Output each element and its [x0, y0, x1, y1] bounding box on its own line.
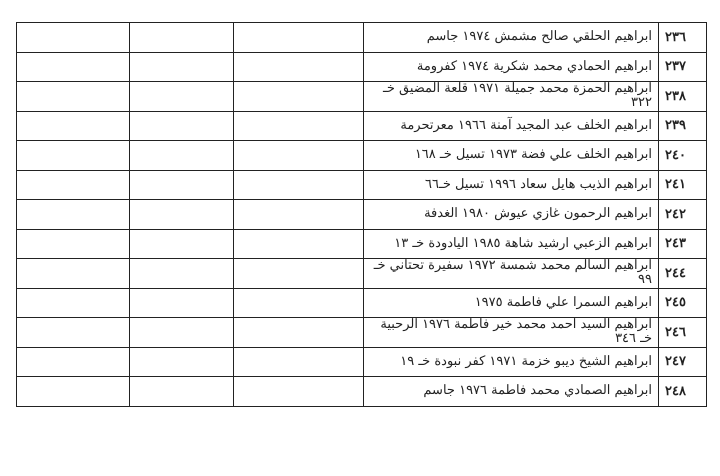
number-cell: ٢٤٧ — [659, 347, 707, 377]
blank-cell — [17, 288, 130, 318]
blank-cell — [130, 141, 234, 171]
name-cell: ابراهيم الخلف عبد المجيد آمنة ١٩٦٦ معرتحرمة — [364, 111, 659, 141]
name-cell: ابراهيم السالم محمد شمسة ١٩٧٢ سفيرة تحتاني خـ ٩٩ — [364, 259, 659, 289]
number-cell: ٢٣٧ — [659, 52, 707, 82]
name-cell: ابراهيم الرحمون غازي عيوش ١٩٨٠ الغدفة — [364, 200, 659, 230]
blank-cell — [17, 259, 130, 289]
name-cell: ابراهيم الحمزة محمد جميلة ١٩٧١ قلعة المضيق خـ ٣٢٢ — [364, 82, 659, 112]
blank-cell — [17, 347, 130, 377]
number-cell: ٢٤٠ — [659, 141, 707, 171]
name-cell: ابراهيم الزعبي ارشيد شاهة ١٩٨٥ اليادودة خـ ١٣ — [364, 229, 659, 259]
table-row — [17, 141, 707, 171]
blank-cell — [234, 141, 364, 171]
name-cell: ابراهيم السيد احمد محمد خير فاطمة ١٩٧٦ الرحبية خـ ٣٤٦ — [364, 318, 659, 348]
blank-cell — [130, 288, 234, 318]
table-row — [17, 52, 707, 82]
table-body — [17, 23, 707, 407]
number-cell: ٢٣٨ — [659, 82, 707, 112]
blank-cell — [130, 229, 234, 259]
name-cell: ابراهيم الحلقي صالح مشمش ١٩٧٤ جاسم — [364, 23, 659, 53]
name-cell: ابراهيم السمرا علي فاطمة ١٩٧٥ — [364, 288, 659, 318]
name-cell: ابراهيم الذيب هايل سعاد ١٩٩٦ تسيل خـ٦٦ — [364, 170, 659, 200]
table-row — [17, 318, 707, 348]
table-row — [17, 23, 707, 53]
number-cell: ٢٤٥ — [659, 288, 707, 318]
blank-cell — [234, 377, 364, 407]
table-row — [17, 82, 707, 112]
blank-cell — [17, 318, 130, 348]
number-cell: ٢٤٤ — [659, 259, 707, 289]
number-cell: ٢٤١ — [659, 170, 707, 200]
names-table — [16, 22, 707, 407]
table-row — [17, 377, 707, 407]
name-cell: ابراهيم الشيخ ديبو خزمة ١٩٧١ كفر نبودة خـ ١٩ — [364, 347, 659, 377]
table-row — [17, 170, 707, 200]
name-cell: ابراهيم الخلف علي فضة ١٩٧٣ تسيل خـ ١٦٨ — [364, 141, 659, 171]
blank-cell — [17, 111, 130, 141]
blank-cell — [234, 259, 364, 289]
blank-cell — [234, 318, 364, 348]
blank-cell — [234, 347, 364, 377]
blank-cell — [17, 52, 130, 82]
table-row — [17, 259, 707, 289]
number-cell: ٢٤٣ — [659, 229, 707, 259]
blank-cell — [234, 52, 364, 82]
blank-cell — [234, 111, 364, 141]
blank-cell — [234, 82, 364, 112]
blank-cell — [234, 200, 364, 230]
blank-cell — [130, 347, 234, 377]
blank-cell — [130, 82, 234, 112]
blank-cell — [130, 170, 234, 200]
blank-cell — [234, 288, 364, 318]
table-row — [17, 111, 707, 141]
table-row — [17, 200, 707, 230]
number-cell: ٢٤٨ — [659, 377, 707, 407]
blank-cell — [130, 111, 234, 141]
number-cell: ٢٣٩ — [659, 111, 707, 141]
blank-cell — [130, 259, 234, 289]
blank-cell — [130, 200, 234, 230]
number-cell: ٢٣٦ — [659, 23, 707, 53]
blank-cell — [234, 229, 364, 259]
blank-cell — [130, 318, 234, 348]
name-cell: ابراهيم الحمادي محمد شكرية ١٩٧٤ كفرومة — [364, 52, 659, 82]
table-row — [17, 347, 707, 377]
blank-cell — [130, 52, 234, 82]
blank-cell — [17, 141, 130, 171]
blank-cell — [17, 200, 130, 230]
table-row — [17, 229, 707, 259]
blank-cell — [17, 170, 130, 200]
blank-cell — [234, 23, 364, 53]
number-cell: ٢٤٢ — [659, 200, 707, 230]
blank-cell — [17, 377, 130, 407]
table-row — [17, 288, 707, 318]
blank-cell — [17, 23, 130, 53]
blank-cell — [17, 229, 130, 259]
blank-cell — [130, 23, 234, 53]
blank-cell — [17, 82, 130, 112]
number-cell: ٢٤٦ — [659, 318, 707, 348]
blank-cell — [130, 377, 234, 407]
name-cell: ابراهيم الصمادي محمد فاطمة ١٩٧٦ جاسم — [364, 377, 659, 407]
blank-cell — [234, 170, 364, 200]
